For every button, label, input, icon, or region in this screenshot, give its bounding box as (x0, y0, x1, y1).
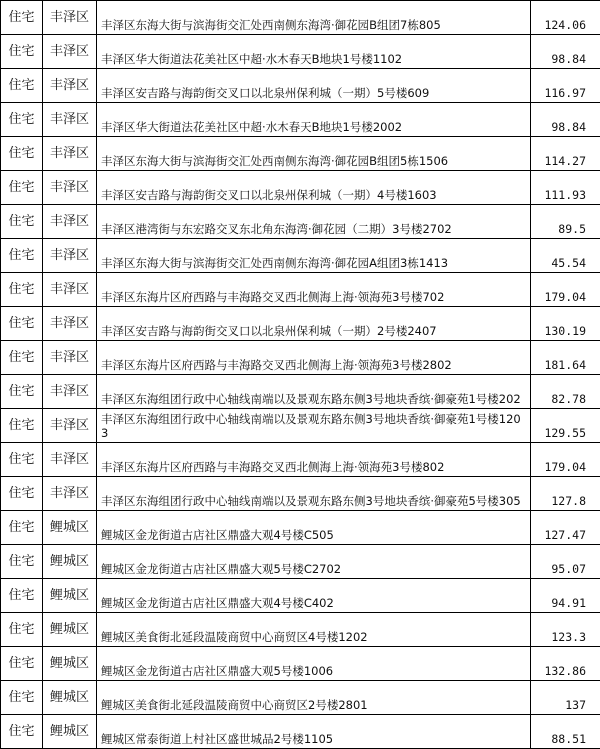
property-type-cell: 住宅 (1, 307, 43, 341)
table-row (1, 545, 600, 579)
area-cell: 127.47 (531, 511, 600, 545)
property-type-cell: 住宅 (1, 171, 43, 205)
table-row (1, 103, 600, 137)
area-cell: 179.04 (531, 443, 600, 477)
address-cell: 丰泽区安吉路与海韵街交叉口以北泉州保利城（一期）2号楼2407 (97, 307, 531, 341)
area-cell: 130.19 (531, 307, 600, 341)
area-cell: 124.06 (531, 1, 600, 35)
table-row (1, 69, 600, 103)
property-type-cell: 住宅 (1, 273, 43, 307)
address-cell: 丰泽区安吉路与海韵街交叉口以北泉州保利城（一期）4号楼1603 (97, 171, 531, 205)
area-cell: 129.55 (531, 409, 600, 443)
district-cell: 丰泽区 (43, 307, 97, 341)
property-table-body (1, 1, 600, 749)
table-row (1, 715, 600, 749)
district-cell: 丰泽区 (43, 273, 97, 307)
area-cell: 132.86 (531, 647, 600, 681)
area-cell: 179.04 (531, 273, 600, 307)
address-cell: 丰泽区华大街道法花美社区中超·水木春天B地块1号楼2002 (97, 103, 531, 137)
area-cell: 98.84 (531, 35, 600, 69)
table-row (1, 307, 600, 341)
address-cell: 鲤城区金龙街道古店社区鼎盛大观5号楼1006 (97, 647, 531, 681)
property-type-cell: 住宅 (1, 103, 43, 137)
address-cell: 鲤城区常泰街道上村社区盛世城品2号楼1105 (97, 715, 531, 749)
district-cell: 丰泽区 (43, 239, 97, 273)
table-row (1, 35, 600, 69)
property-type-cell: 住宅 (1, 511, 43, 545)
area-cell: 88.51 (531, 715, 600, 749)
area-cell: 89.5 (531, 205, 600, 239)
district-cell: 丰泽区 (43, 375, 97, 409)
table-row (1, 409, 600, 443)
address-cell: 丰泽区东海片区府西路与丰海路交叉西北侧海上海·领海苑3号楼2802 (97, 341, 531, 375)
address-cell: 丰泽区东海组团行政中心轴线南端以及景观东路东侧3号地块香缤·御豪苑1号楼1203 (97, 409, 531, 443)
area-cell: 95.07 (531, 545, 600, 579)
district-cell: 丰泽区 (43, 341, 97, 375)
address-cell: 鲤城区金龙街道古店社区鼎盛大观5号楼C2702 (97, 545, 531, 579)
district-cell: 鲤城区 (43, 613, 97, 647)
property-type-cell: 住宅 (1, 443, 43, 477)
property-type-cell: 住宅 (1, 137, 43, 171)
area-cell: 111.93 (531, 171, 600, 205)
area-cell: 116.97 (531, 69, 600, 103)
address-cell: 丰泽区安吉路与海韵街交叉口以北泉州保利城（一期）5号楼609 (97, 69, 531, 103)
property-type-cell: 住宅 (1, 613, 43, 647)
table-row (1, 137, 600, 171)
property-type-cell: 住宅 (1, 477, 43, 511)
district-cell: 丰泽区 (43, 205, 97, 239)
district-cell: 鲤城区 (43, 579, 97, 613)
address-cell: 丰泽区华大街道法花美社区中超·水木春天B地块1号楼1102 (97, 35, 531, 69)
area-cell: 137 (531, 681, 600, 715)
table-row (1, 171, 600, 205)
address-cell: 丰泽区东海片区府西路与丰海路交叉西北侧海上海·领海苑3号楼802 (97, 443, 531, 477)
table-row (1, 239, 600, 273)
table-row (1, 1, 600, 35)
district-cell: 丰泽区 (43, 409, 97, 443)
area-cell: 181.64 (531, 341, 600, 375)
address-cell: 丰泽区港湾街与东宏路交叉东北角东海湾·御花园（二期）3号楼2702 (97, 205, 531, 239)
property-type-cell: 住宅 (1, 239, 43, 273)
property-type-cell: 住宅 (1, 715, 43, 749)
property-type-cell: 住宅 (1, 35, 43, 69)
property-type-cell: 住宅 (1, 647, 43, 681)
table-row (1, 341, 600, 375)
district-cell: 丰泽区 (43, 477, 97, 511)
table-row (1, 647, 600, 681)
property-type-cell: 住宅 (1, 69, 43, 103)
address-cell: 丰泽区东海组团行政中心轴线南端以及景观东路东侧3号地块香缤·御豪苑5号楼305 (97, 477, 531, 511)
address-cell: 丰泽区东海组团行政中心轴线南端以及景观东路东侧3号地块香缤·御豪苑1号楼202 (97, 375, 531, 409)
table-row (1, 511, 600, 545)
district-cell: 丰泽区 (43, 171, 97, 205)
district-cell: 丰泽区 (43, 443, 97, 477)
address-cell: 鲤城区美食街北延段温陵商贸中心商贸区2号楼2801 (97, 681, 531, 715)
table-row (1, 681, 600, 715)
property-type-cell: 住宅 (1, 341, 43, 375)
district-cell: 鲤城区 (43, 681, 97, 715)
district-cell: 丰泽区 (43, 35, 97, 69)
property-type-cell: 住宅 (1, 545, 43, 579)
table-row (1, 273, 600, 307)
address-cell: 鲤城区金龙街道古店社区鼎盛大观4号楼C505 (97, 511, 531, 545)
table-row (1, 613, 600, 647)
table-row (1, 375, 600, 409)
property-type-cell: 住宅 (1, 681, 43, 715)
area-cell: 123.3 (531, 613, 600, 647)
address-cell: 丰泽区东海大街与滨海街交汇处西南侧东海湾·御花园A组团3栋1413 (97, 239, 531, 273)
address-cell: 丰泽区东海大街与滨海街交汇处西南侧东海湾·御花园B组团5栋1506 (97, 137, 531, 171)
property-type-cell: 住宅 (1, 409, 43, 443)
district-cell: 丰泽区 (43, 137, 97, 171)
address-cell: 鲤城区金龙街道古店社区鼎盛大观4号楼C402 (97, 579, 531, 613)
district-cell: 丰泽区 (43, 103, 97, 137)
table-row (1, 205, 600, 239)
table-row (1, 477, 600, 511)
property-type-cell: 住宅 (1, 375, 43, 409)
area-cell: 45.54 (531, 239, 600, 273)
address-cell: 鲤城区美食街北延段温陵商贸中心商贸区4号楼1202 (97, 613, 531, 647)
district-cell: 鲤城区 (43, 715, 97, 749)
area-cell: 98.84 (531, 103, 600, 137)
area-cell: 114.27 (531, 137, 600, 171)
area-cell: 94.91 (531, 579, 600, 613)
district-cell: 丰泽区 (43, 1, 97, 35)
area-cell: 82.78 (531, 375, 600, 409)
property-type-cell: 住宅 (1, 205, 43, 239)
district-cell: 鲤城区 (43, 647, 97, 681)
district-cell: 鲤城区 (43, 545, 97, 579)
district-cell: 鲤城区 (43, 511, 97, 545)
district-cell: 丰泽区 (43, 69, 97, 103)
property-type-cell: 住宅 (1, 579, 43, 613)
table-row (1, 443, 600, 477)
property-type-cell: 住宅 (1, 1, 43, 35)
address-cell: 丰泽区东海片区府西路与丰海路交叉西北侧海上海·领海苑3号楼702 (97, 273, 531, 307)
area-cell: 127.8 (531, 477, 600, 511)
table-row (1, 579, 600, 613)
address-cell: 丰泽区东海大街与滨海街交汇处西南侧东海湾·御花园B组团7栋805 (97, 1, 531, 35)
